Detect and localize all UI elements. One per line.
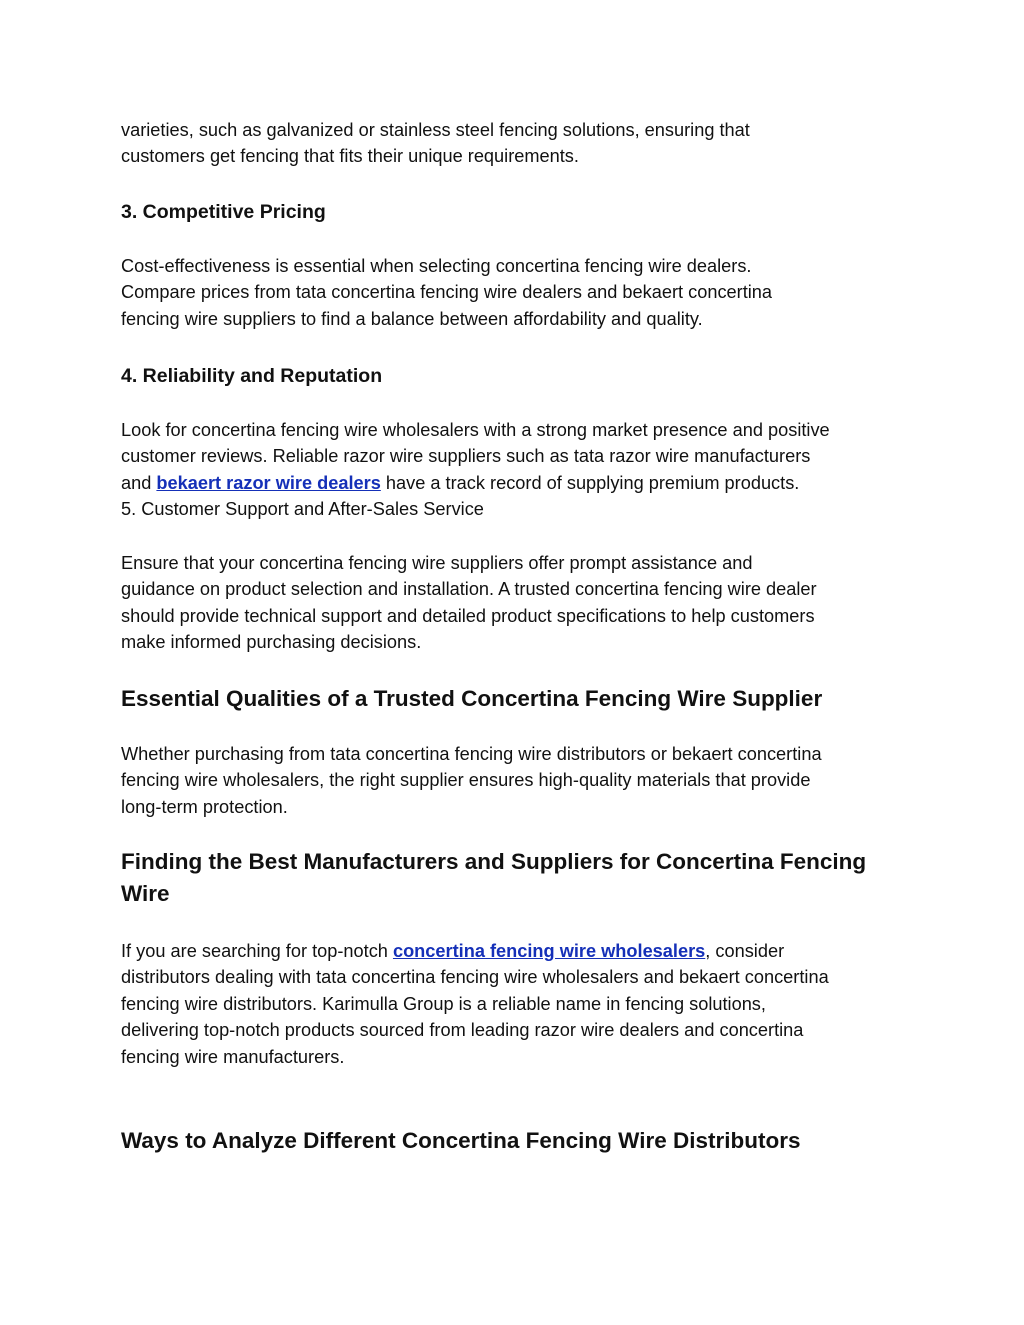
text-line: fencing wire wholesalers, the right supplier ensures high-quality materials that provide (121, 770, 811, 791)
text-line: Compare prices from tata concertina fencing wire dealers and bekaert concertina (121, 282, 773, 303)
text-line: long-term protection. (121, 796, 288, 817)
paragraph-reliability (121, 417, 911, 523)
text-line: fencing wire suppliers to find a balance between affordability and quality. (121, 308, 703, 329)
text-line: should provide technical support and detailed product specifications to help customers (121, 605, 815, 626)
heading-ways-to-analyze: Ways to Analyze Different Concertina Fencing Wire Distributors (121, 1128, 801, 1153)
paragraph-intro (121, 117, 911, 170)
text-line: customers get fencing that fits their unique requirements. (121, 146, 579, 167)
concertina-wholesalers-link[interactable]: concertina fencing wire wholesalers (392, 941, 706, 961)
heading-essential-qualities: Essential Qualities of a Trusted Concertina Fencing Wire Supplier (121, 686, 823, 711)
text-line: Whether purchasing from tata concertina fencing wire distributors or bekaert concertina (121, 744, 822, 764)
paragraph-pricing (121, 253, 911, 332)
paragraph-qualities (121, 741, 911, 820)
text-line: distributors dealing with tata concertina fencing wire wholesalers and bekaert concertina (121, 967, 829, 988)
text-line (121, 470, 911, 496)
text-line: fencing wire manufacturers. (121, 1046, 345, 1067)
text-line: varieties, such as galvanized or stainless steel fencing solutions, ensuring that (121, 120, 750, 140)
text-line: make informed purchasing decisions. (121, 632, 422, 653)
text-line (121, 938, 911, 964)
text-segment: have a track record of supplying premium products. (380, 472, 800, 493)
text-line: Look for concertina fencing wire wholesalers with a strong market presence and positive (121, 420, 830, 440)
text-line: Cost-effectiveness is essential when selecting concertina fencing wire dealers. (121, 256, 752, 276)
text-line: Ensure that your concertina fencing wire suppliers offer prompt assistance and (121, 553, 753, 573)
paragraph-support (121, 550, 911, 656)
text-line: delivering top-notch products sourced from leading razor wire dealers and concertina (121, 1020, 804, 1041)
heading-reliability: 4. Reliability and Reputation (121, 365, 383, 387)
text-line: customer reviews. Reliable razor wire suppliers such as tata razor wire manufacturers (121, 446, 811, 467)
heading-finding-best (121, 846, 911, 910)
text-segment: If you are searching for top-notch (121, 941, 393, 961)
heading-competitive-pricing: 3. Competitive Pricing (121, 201, 326, 223)
text-segment: , consider (705, 941, 785, 961)
bekaert-razor-wire-dealers-link[interactable]: bekaert razor wire dealers (156, 472, 381, 493)
text-segment: and (121, 472, 157, 493)
heading-line: Wire (121, 881, 170, 906)
text-line: fencing wire distributors. Karimulla Group is a reliable name in fencing solutions, (121, 993, 766, 1014)
heading-line: Finding the Best Manufacturers and Suppliers for Concertina Fencing (121, 849, 867, 874)
customer-support-subheading: 5. Customer Support and After-Sales Service (121, 499, 484, 520)
paragraph-finding (121, 938, 911, 1070)
text-line: guidance on product selection and installation. A trusted concertina fencing wire dealer (121, 579, 817, 600)
